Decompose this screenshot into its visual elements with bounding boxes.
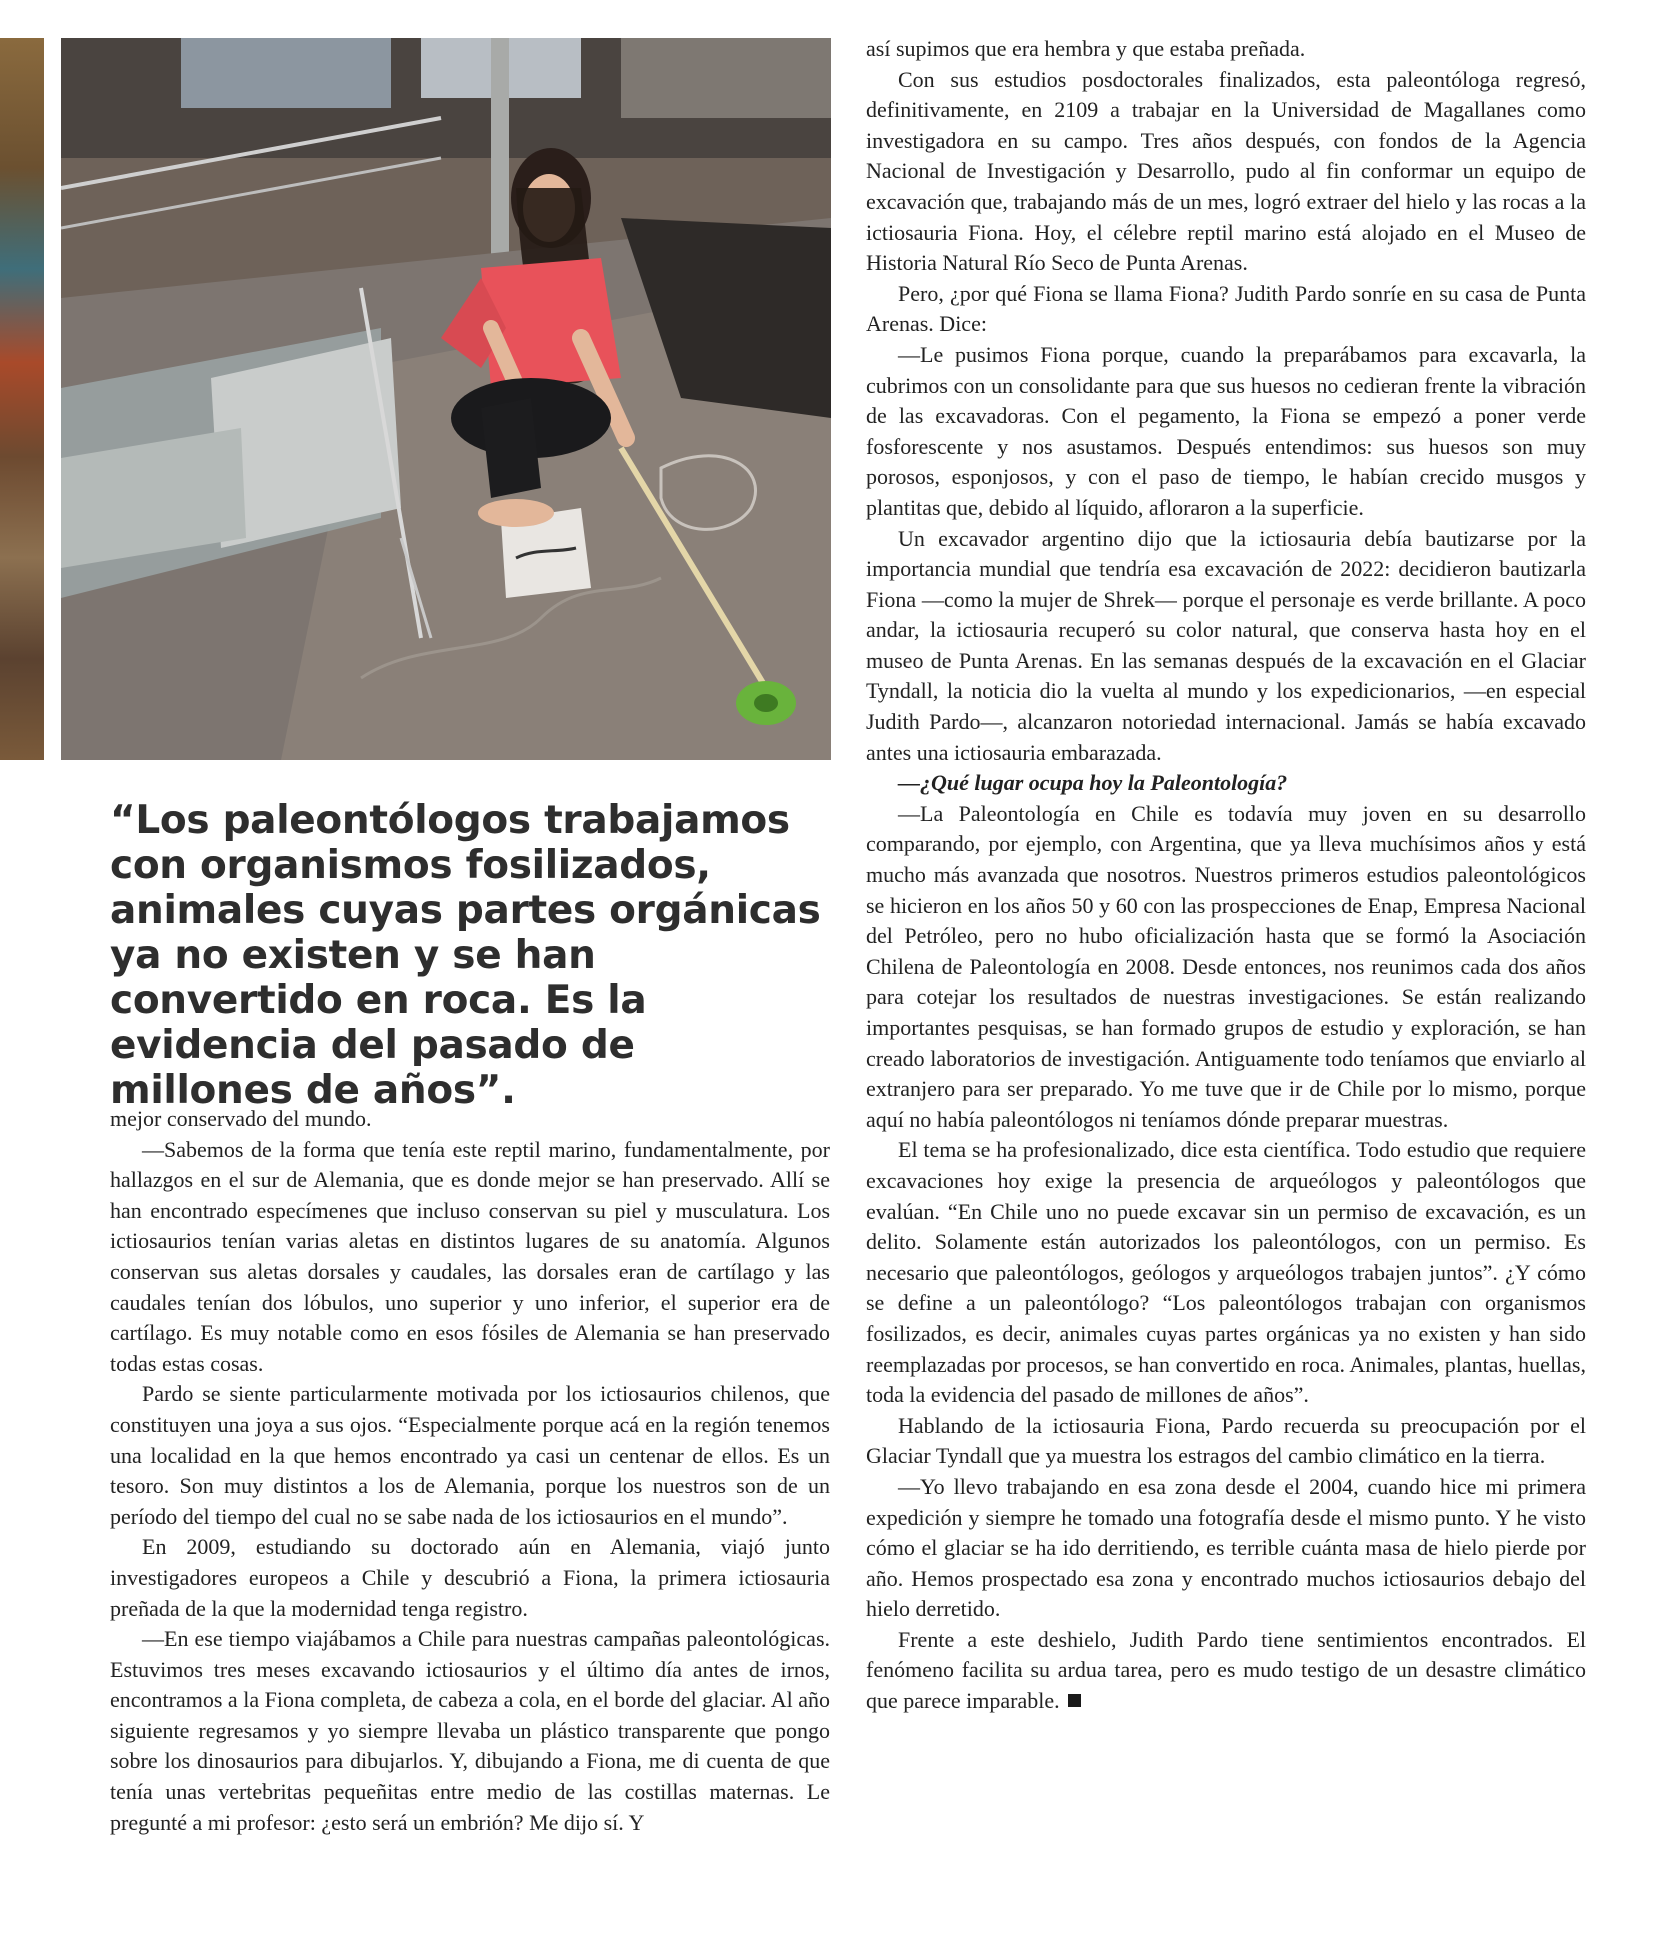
- body-paragraph: Pero, ¿por qué Fiona se llama Fiona? Judith Pardo sonríe en su casa de Punta Arenas. Dice:: [866, 280, 1586, 337]
- body-paragraph: mejor conservado del mundo.: [110, 1106, 372, 1131]
- body-paragraph: así supimos que era hembra y que estaba preñada.: [866, 36, 1306, 61]
- body-paragraph: —La Paleontología en Chile es todavía muy joven en su desarrollo comparando, por ejemplo, con Argentina, que ya lleva muchísimos años y está mucho más avanzada que nosotros. Nuestros primeros estudios paleontológicos se hicieron en los años 50 y 60 con las prospecciones de Enap, Empresa Nacional del Petróleo, pero no hubo oficialización hasta que se formó la Asociación Chilena de Paleontología en 2008. Desde entonces, nos reunimos cada dos años para cotejar los resultados de nuestras investigaciones. Se están realizando importantes pesquisas, se han formado grupos de estudio y exploración, se han creado laboratorios de investigación. Antiguamente todo teníamos que enviarlo al extranjero para ser preparado. Yo me tuve que ir de Chile por lo mismo, porque aquí no había paleontólogos ni teníamos dónde preparar muestras.: [866, 800, 1586, 1132]
- body-paragraph: Pardo se siente particularmente motivada por los ictiosaurios chilenos, que constituyen una joya a sus ojos. “Especialmente porque acá en la región tenemos una localidad en la que hemos encontrado ya casi un centenar de ellos. Es un tesoro. Son muy distintos a los de Alemania, porque los nuestros son de un período del tiempo del cual no se sabe nada de los ictiosaurios en el mundo”.: [110, 1381, 830, 1529]
- body-paragraph: —En ese tiempo viajábamos a Chile para nuestras campañas paleontológicas. Estuvimos tres meses excavando ictiosaurios y el último día antes de irnos, encontramos a la Fiona completa, de cabeza a cola, en el borde del glaciar. Al año siguiente regresamos y yo siempre llevaba un plástico transparente que pongo sobre los dinosaurios para dibujarlos. Y, dibujando a Fiona, me di cuenta de que tenía unas vertebritas pequeñitas entre medio de las costillas maternas. Le pregunté a mi profesor: ¿esto será un embrión? Me dijo sí. Y: [110, 1626, 830, 1835]
- interview-question: —¿Qué lugar ocupa hoy la Paleontología?: [898, 770, 1288, 796]
- pull-quote: “Los paleontólogos trabajamos con organismos fosilizados, animales cuyas partes orgánicas ya no existen y se han convertido en roca. Es la evidencia del pasado de millones de años”.: [110, 798, 821, 1113]
- article-column-right: [866, 34, 1586, 1717]
- body-paragraph: —Sabemos de la forma que tenía este reptil marino, fundamentalmente, por hallazgos en el sur de Alemania, que es donde mejor se han preservado. Allí se han encontrado especímenes que incluso conservan su piel y musculatura. Los ictiosaurios tenían varias aletas en distintos lugares de su anatomía. Algunos conservan sus aletas dorsales y caudales, las dorsales eran de cartílago y las caudales tenían dos lóbulos, uno superior y uno inferior, el superior era de cartílago. Es muy notable como en esos fósiles de Alemania se han preservado todas estas cosas.: [110, 1136, 830, 1376]
- photo-illustration: [61, 38, 831, 760]
- body-paragraph: Un excavador argentino dijo que la ictiosauria debía bautizarse por la importancia mundial que tendría esa excavación de 2022: decidieron bautizarla Fiona —como la mujer de Shrek— porque el personaje es verde brillante. A poco andar, la ictiosauria recuperó su color natural, que conserva hasta hoy en el museo de Punta Arenas. En las semanas después de la excavación en el Glaciar Tyndall, la noticia dio la vuelta al mundo y los expedicionarios, —en especial Judith Pardo—, alcanzaron notoriedad internacional. Jamás se había excavado antes una ictiosauria embarazada.: [866, 525, 1586, 765]
- body-paragraph: Hablando de la ictiosauria Fiona, Pardo recuerda su preocupación por el Glaciar Tyndall que ya muestra los estragos del cambio climático en la tierra.: [866, 1412, 1586, 1469]
- body-paragraph: Con sus estudios posdoctorales finalizados, esta paleontóloga regresó, definitivamente, en 2109 a trabajar en la Universidad de Magallanes como investigadora en su campo. Tres años después, con fondos de la Agencia Nacional de Investigación y Desarrollo, pudo al fin conformar un equipo de excavación que, trabajando más de un mes, logró extraer del hielo y las rocas a la ictiosauria Fiona. Hoy, el célebre reptil marino está alojado en el Museo de Historia Natural Río Seco de Punta Arenas.: [866, 66, 1586, 276]
- body-paragraph: —Yo llevo trabajando en esa zona desde el 2004, cuando hice mi primera expedición y siempre he tomado una fotografía desde el mismo punto. Y he visto cómo el glaciar se ha ido derritiendo, es terrible cuánta masa de hielo pierde por año. Hemos prospectado esa zona y encontrado muchos ictiosaurios debajo del hielo derretido.: [866, 1473, 1586, 1622]
- body-paragraph: El tema se ha profesionalizado, dice esta científica. Todo estudio que requiere excavaciones hoy exige la presencia de arqueólogos y paleontólogos que evalúan. “En Chile uno no puede excavar sin un permiso de excavación, es un delito. Solamente están autorizados los paleontólogos, con un permiso. Es necesario que paleontólogos, geólogos y arqueólogos trabajen juntos”. ¿Y cómo se define a un paleontólogo? “Los paleontólogos trabajan con organismos fosilizados, es decir, animales cuyas partes orgánicas ya no existen y han sido reemplazadas por procesos, se han convertido en roca. Animales, plantas, huellas, toda la evidencia del pasado de millones de años”.: [866, 1137, 1586, 1408]
- body-paragraph: —Le pusimos Fiona porque, cuando la preparábamos para excavarla, la cubrimos con un consolidante para que sus huesos no cedieran frente la vibración de las excavadoras. Con el pegamento, la Fiona se empezó a poner verde fosforescente y nos asustamos. Después entendimos: sus huesos son muy porosos, esponjosos, y con el paso de tiempo, le habían crecido musgos y plantitas que, debido al líquido, afloraron a la superficie.: [866, 341, 1586, 520]
- side-photo: [0, 38, 44, 760]
- body-paragraph: Frente a este deshielo, Judith Pardo tiene sentimientos encontrados. El fenómeno facilita su ardua tarea, pero es mudo testigo de un desastre climático que parece imparable.: [866, 1626, 1586, 1714]
- main-photo: [61, 38, 831, 760]
- end-mark-icon: [1068, 1694, 1081, 1707]
- body-paragraph: En 2009, estudiando su doctorado aún en Alemania, viajó junto investigadores europeos a Chile y descubrió a Fiona, la primera ictiosauria preñada de la que la modernidad tenga registro.: [110, 1534, 830, 1621]
- article-column-left: [110, 1104, 830, 1838]
